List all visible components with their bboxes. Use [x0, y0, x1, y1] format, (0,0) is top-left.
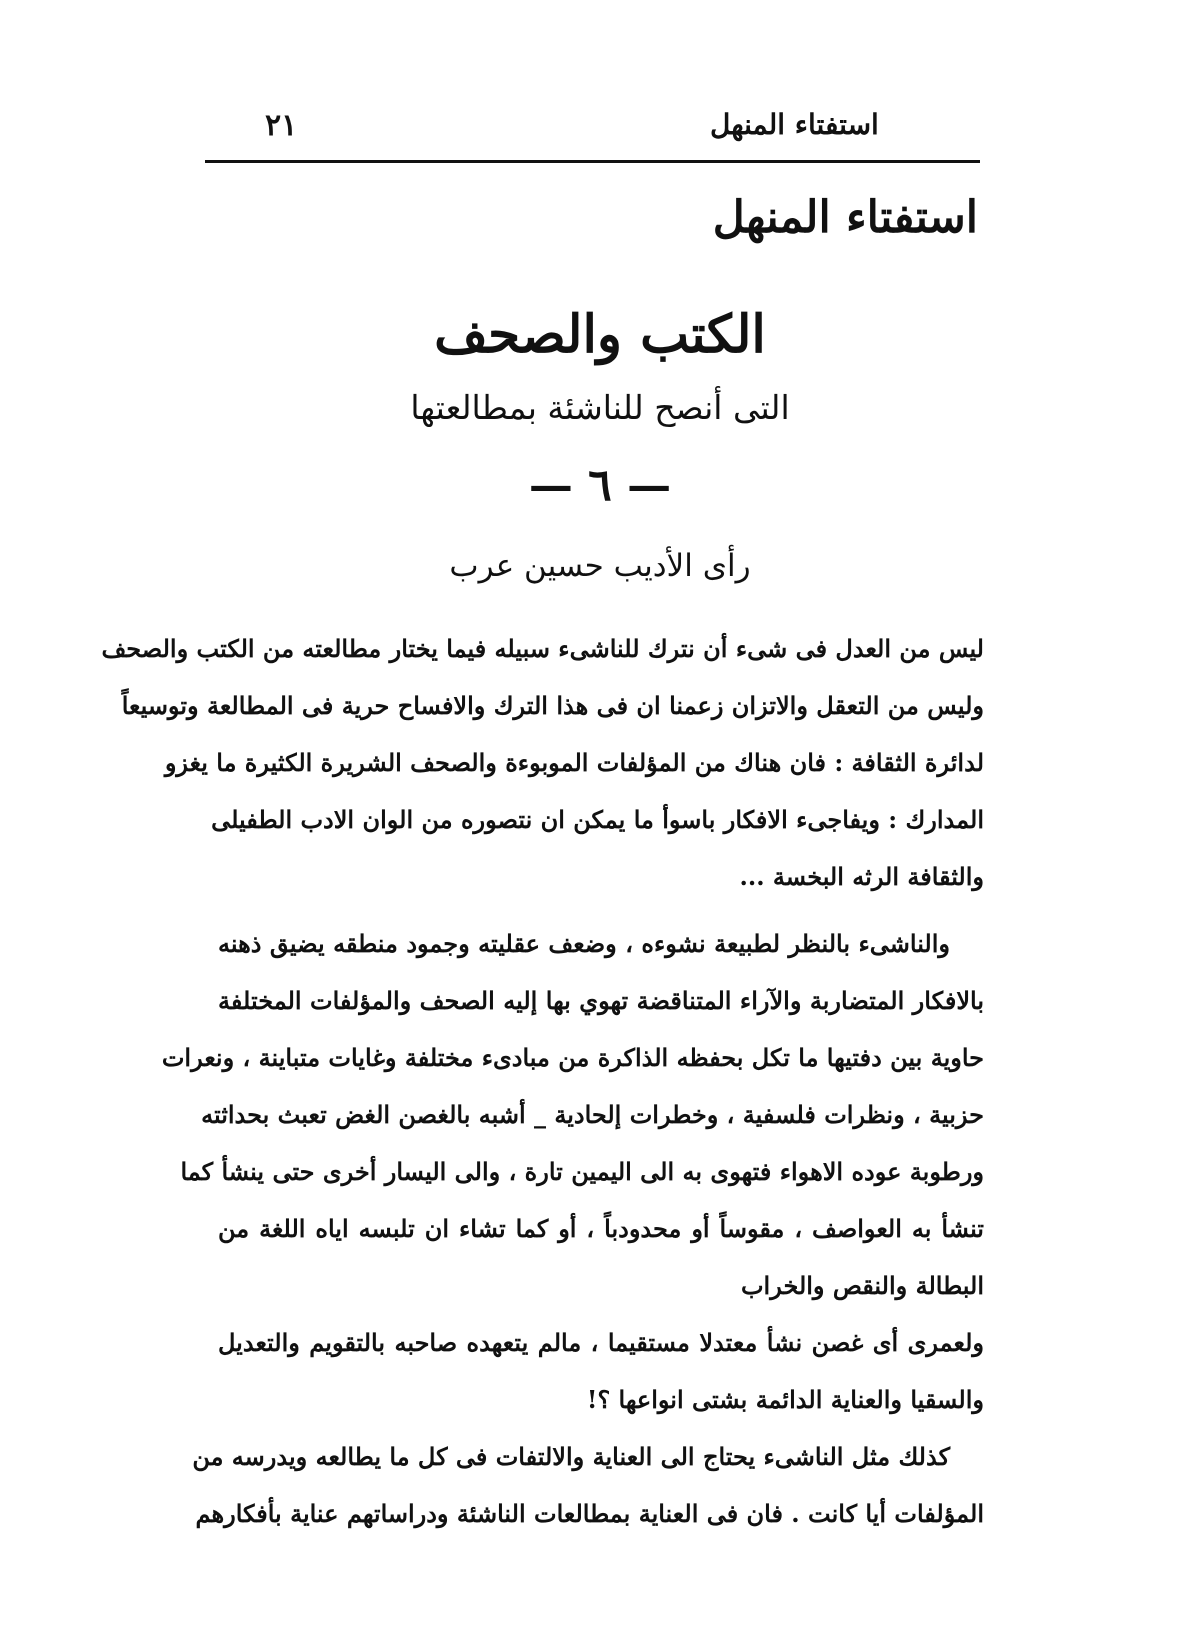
body-line: لدائرة الثقافة : فان هناك من المؤلفات الموبوءة والصحف الشريرة الكثيرة ما يغزو — [164, 748, 984, 777]
part-number: — ٦ — — [528, 460, 672, 511]
body-line: ليس من العدل فى شىء أن نترك للناشىء سبيله فيما يختار مطالعته من الكتب والصحف — [101, 634, 984, 663]
body-line: والسقيا والعناية الدائمة بشتى انواعها ؟! — [586, 1385, 984, 1414]
body-line: حاوية بين دفتيها ما تكل بحفظه الذاكرة من مبادىء مختلفة وغايات متباينة ، ونعرات — [161, 1043, 984, 1072]
body-line: والناشىء بالنظر لطبيعة نشوءه ، وضعف عقليته وجمود منطقه يضيق ذهنه — [218, 929, 950, 958]
author-line: رأى الأديب حسين عرب — [449, 548, 751, 584]
column-name: استفتاء المنهل — [712, 192, 978, 243]
article-title: الكتب والصحف — [434, 304, 766, 365]
body-line: وليس من التعقل والاتزان زعمنا ان فى هذا الترك والافساح حرية فى المطالعة وتوسيعاً — [121, 691, 984, 720]
article-body — [101, 620, 984, 1542]
body-line: بالافكار المتضاربة والآراء المتناقضة تهوي بها إليه الصحف والمؤلفات المختلفة — [218, 986, 984, 1015]
body-line: كذلك مثل الناشىء يحتاج الى العناية والالتفات فى كل ما يطالعه ويدرسه من — [192, 1442, 950, 1471]
body-line: المدارك : ويفاجىء الافكار باسوأ ما يمكن ان نتصوره من الوان الادب الطفيلى — [211, 805, 984, 834]
body-line: تنشأ به العواصف ، مقوساً أو محدودباً ، أو كما تشاء ان تلبسه اياه اللغة من — [218, 1214, 984, 1243]
paragraph-gap — [218, 905, 984, 915]
body-line: البطالة والنقص والخراب — [740, 1271, 984, 1300]
body-line: المؤلفات أيا كانت . فان فى العناية بمطالعات الناشئة ودراساتهم عناية بأفكارهم — [195, 1499, 984, 1528]
body-line: حزبية ، ونظرات فلسفية ، وخطرات إلحادية _ أشبه بالغصن الغض تعبث بحداثته — [201, 1100, 984, 1129]
running-title: استفتاء المنهل — [710, 108, 879, 141]
body-line: والثقافة الرثه البخسة ... — [739, 862, 984, 891]
body-line: ولعمرى أى غصن نشأ معتدلا مستقيما ، مالم يتعهده صاحبه بالتقويم والتعديل — [218, 1328, 984, 1357]
page-number: ٢١ — [265, 108, 298, 143]
body-line: ورطوبة عوده الاهواء فتهوى به الى اليمين تارة ، والى اليسار أخرى حتى ينشأ كما — [180, 1157, 984, 1186]
running-header — [205, 98, 980, 163]
article-subtitle: التى أنصح للناشئة بمطالعتها — [410, 388, 790, 427]
